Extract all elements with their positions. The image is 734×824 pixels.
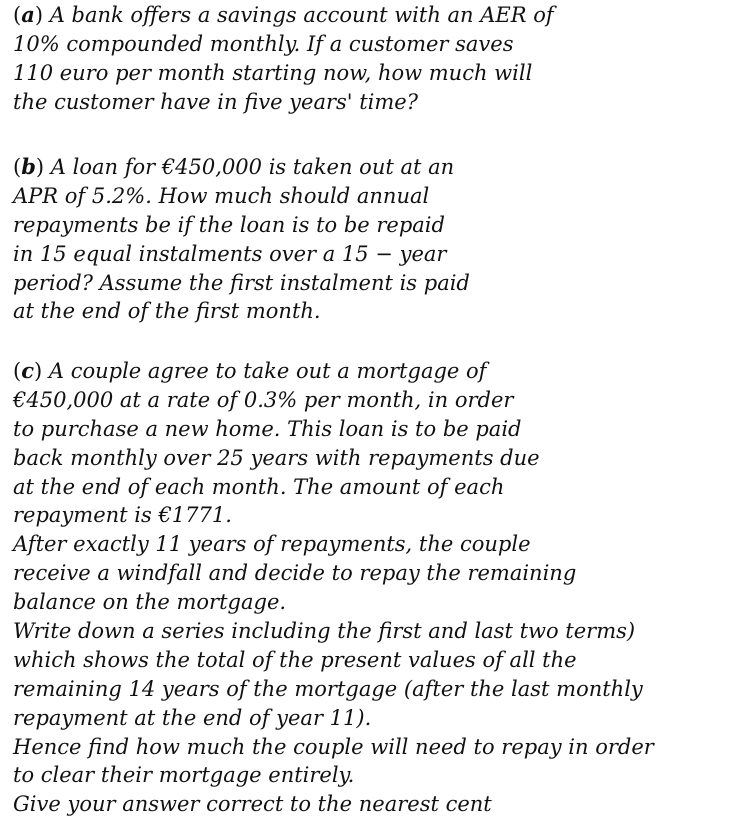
question-line: repayments be if the loan is to be repaid — [13, 212, 445, 237]
question-b — [13, 153, 728, 326]
question-line: After exactly 11 years of repayments, the couple — [13, 532, 531, 557]
question-line: to purchase a new home. This loan is to be paid — [13, 416, 522, 441]
question-line: at the end of the first month. — [13, 299, 321, 324]
question-line: in 15 equal instalments over a 15 − year — [13, 241, 447, 266]
question-line: repayment at the end of year 11). — [13, 705, 372, 730]
question-line: (b) A loan for €450,000 is taken out at an — [13, 154, 455, 179]
question-line: (c) A couple agree to take out a mortgage of — [13, 358, 487, 383]
question-line: at the end of each month. The amount of each — [13, 474, 505, 499]
question-line: balance on the mortgage. — [13, 590, 287, 615]
question-line: Write down a series including the first and last two terms) — [13, 619, 636, 644]
question-line: remaining 14 years of the mortgage (after the last monthly — [13, 676, 643, 701]
question-line: the customer have in five years' time? — [13, 89, 418, 114]
question-a — [13, 1, 728, 117]
question-line: Give your answer correct to the nearest cent — [13, 792, 492, 817]
question-line: APR of 5.2%. How much should annual — [13, 183, 430, 208]
question-line: repayment is €1771. — [13, 503, 232, 528]
question-line: (a) A bank offers a savings account with an AER of — [13, 2, 554, 27]
question-c — [13, 357, 728, 819]
question-line: period? Assume the first instalment is paid — [13, 270, 470, 295]
question-line: back monthly over 25 years with repayments due — [13, 445, 540, 470]
question-label: (a) — [13, 2, 44, 27]
question-line: Hence find how much the couple will need to repay in order — [13, 734, 654, 759]
question-line: which shows the total of the present values of all the — [13, 647, 577, 672]
question-label: (b) — [13, 154, 45, 179]
question-line: receive a windfall and decide to repay the remaining — [13, 561, 577, 586]
question-label: (c) — [13, 358, 43, 383]
question-line: 110 euro per month starting now, how much will — [13, 60, 533, 85]
question-line: €450,000 at a rate of 0.3% per month, in order — [13, 387, 514, 412]
question-line: to clear their mortgage entirely. — [13, 763, 355, 788]
question-line: 10% compounded monthly. If a customer saves — [13, 31, 514, 56]
